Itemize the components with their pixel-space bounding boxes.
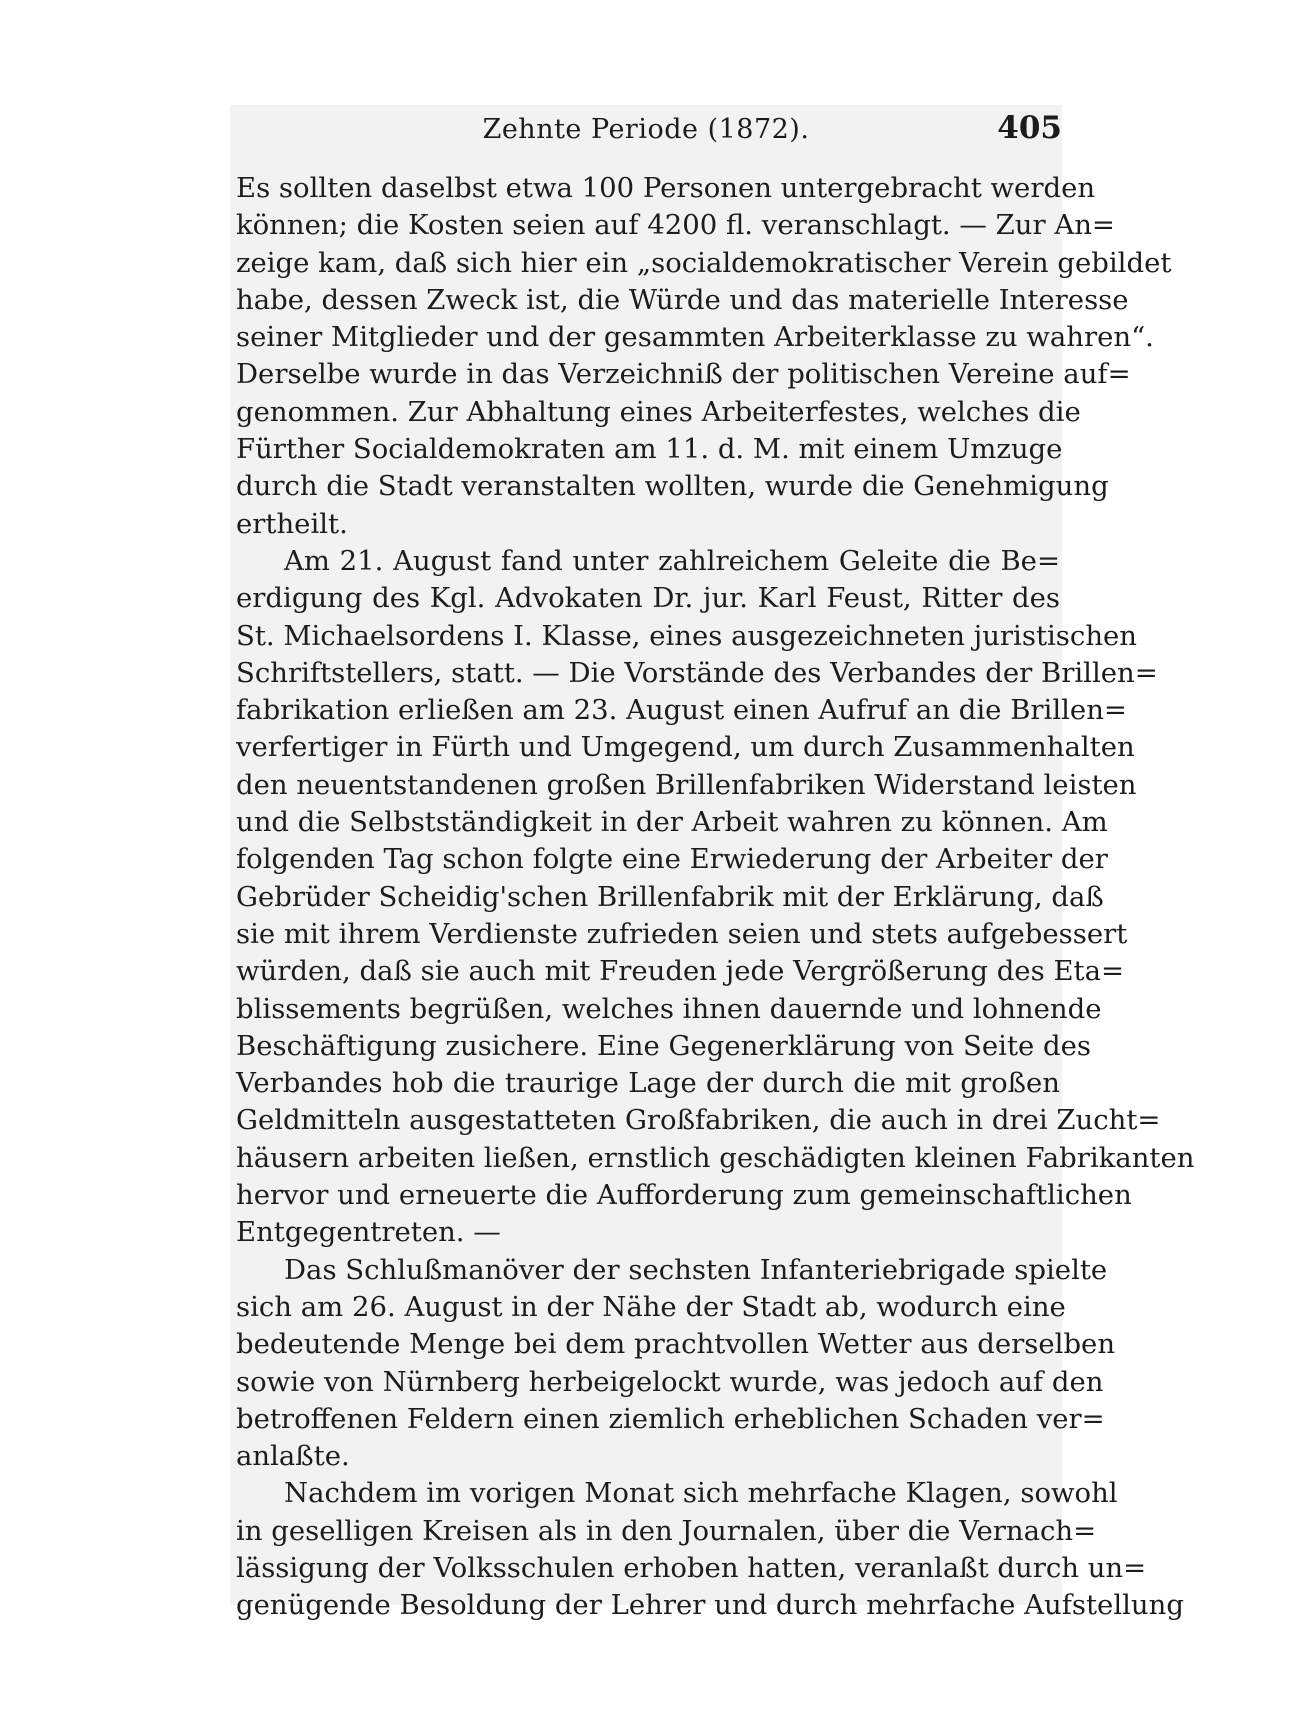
text-line: ertheilt.	[236, 507, 348, 540]
page-number: 405	[997, 110, 1062, 146]
text-line: genommen. Zur Abhaltung eines Arbeiterfestes, welches die	[236, 395, 1081, 428]
text-line: Verbandes hob die traurige Lage der durch die mit großen	[236, 1067, 1060, 1100]
text-line: blissements begrüßen, welches ihnen dauernde und lohnende	[236, 992, 1102, 1025]
text-line: Nachdem im vorigen Monat sich mehrfache Klagen, sowohl	[284, 1477, 1118, 1510]
text-line: häusern arbeiten ließen, ernstlich geschädigten kleinen Fabrikanten	[236, 1141, 1195, 1174]
text-line: Fürther Socialdemokraten am 11. d. M. mit einem Umzuge	[236, 433, 1063, 466]
text-line: betroffenen Feldern einen ziemlich erheblichen Schaden ver=	[236, 1402, 1105, 1435]
text-line: hervor und erneuerte die Aufforderung zum gemeinschaftlichen	[236, 1179, 1132, 1212]
text-line: Am 21. August fand unter zahlreichem Geleite die Be=	[284, 544, 1060, 577]
text-line: verfertiger in Fürth und Umgegend, um durch Zusammenhalten	[236, 731, 1135, 764]
text-line: Es sollten daselbst etwa 100 Personen untergebracht werden	[236, 172, 1096, 204]
text-line: habe, dessen Zweck ist, die Würde und das materielle Interesse	[236, 283, 1129, 316]
text-line: Schriftstellers, statt. — Die Vorstände des Verbandes der Brillen=	[236, 656, 1158, 689]
text-line: St. Michaelsordens I. Klasse, eines ausgezeichneten juristischen	[236, 619, 1138, 652]
text-line: fabrikation erließen am 23. August einen Aufruf an die Brillen=	[236, 694, 1127, 727]
text-line: erdigung des Kgl. Advokaten Dr. jur. Karl Feust, Ritter des	[236, 582, 1060, 615]
text-line: anlaßte.	[236, 1440, 350, 1473]
text-line: lässigung der Volksschulen erhoben hatten, veranlaßt durch un=	[236, 1551, 1147, 1584]
text-line: in geselligen Kreisen als in den Journalen, über die Vernach=	[236, 1514, 1097, 1547]
text-line: zeige kam, daß sich hier ein „socialdemokratischer Verein gebildet	[236, 246, 1172, 279]
text-line: sich am 26. August in der Nähe der Stadt ab, wodurch eine	[236, 1290, 1066, 1323]
body-text	[236, 170, 1195, 1625]
running-header	[230, 110, 1062, 152]
text-line: folgenden Tag schon folgte eine Erwiederung der Arbeiter der	[236, 843, 1108, 876]
text-line: Entgegentreten. —	[236, 1216, 501, 1249]
text-line: Gebrüder Scheidig'schen Brillenfabrik mit der Erklärung, daß	[236, 880, 1104, 913]
text-line: seiner Mitglieder und der gesammten Arbeiterklasse zu wahren“.	[236, 321, 1154, 354]
text-line: sie mit ihrem Verdienste zufrieden seien und stets aufgebessert	[236, 917, 1128, 950]
text-line: Geldmitteln ausgestatteten Großfabriken, die auch in drei Zucht=	[236, 1104, 1161, 1137]
text-line: würden, daß sie auch mit Freuden jede Vergrößerung des Eta=	[236, 955, 1125, 988]
text-line: können; die Kosten seien auf 4200 fl. veranschlagt. — Zur An=	[236, 209, 1115, 242]
text-line: und die Selbstständigkeit in der Arbeit wahren zu können. Am	[236, 806, 1108, 839]
text-line: sowie von Nürnberg herbeigelockt wurde, was jedoch auf den	[236, 1365, 1104, 1398]
text-line: genügende Besoldung der Lehrer und durch mehrfache Aufstellung	[236, 1589, 1184, 1622]
text-line: bedeutende Menge bei dem prachtvollen Wetter aus derselben	[236, 1328, 1116, 1361]
text-line: Beschäftigung zusichere. Eine Gegenerklärung von Seite des	[236, 1029, 1092, 1062]
text-line: durch die Stadt veranstalten wollten, wurde die Genehmigung	[236, 470, 1109, 503]
text-line: Das Schlußmanöver der sechsten Infanteriebrigade spielte	[284, 1253, 1108, 1286]
running-title: Zehnte Periode (1872).	[482, 114, 810, 145]
text-line: den neuentstandenen großen Brillenfabriken Widerstand leisten	[236, 768, 1137, 801]
text-line: Derselbe wurde in das Verzeichniß der politischen Vereine auf=	[236, 358, 1131, 391]
